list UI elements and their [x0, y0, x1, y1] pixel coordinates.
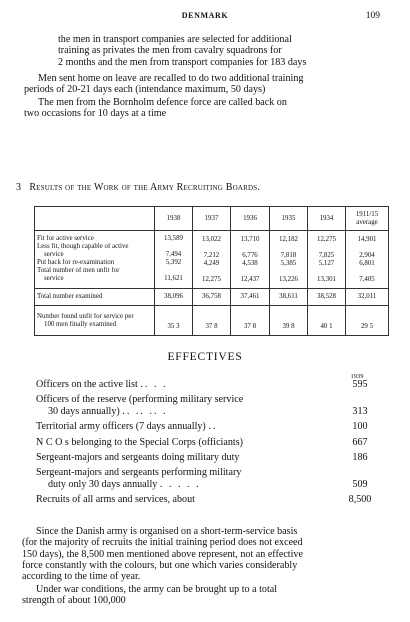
cell-value: 13,022 — [202, 235, 221, 243]
text-line: strength of about 100,000 — [22, 595, 126, 607]
cell-value: 6,801 — [359, 259, 375, 267]
column-header: 1936 — [231, 207, 270, 231]
cell-value: 37 8 — [193, 306, 231, 336]
row-labels — [35, 231, 155, 289]
cell-value: 39 8 — [270, 306, 308, 336]
row-label: Number found unfit for service per — [37, 312, 134, 320]
table-cell — [193, 231, 231, 289]
leader-dots: . . . . . — [159, 478, 201, 490]
table-cell — [346, 231, 389, 289]
item-label: Sergeant-majors and sergeants doing military duty — [36, 452, 240, 464]
leader-dots: .. . . — [140, 379, 168, 390]
cell-value: 11,621 — [164, 275, 183, 282]
cell-value: 32,011 — [346, 289, 389, 306]
cell-value: 7,405 — [359, 275, 375, 283]
text-line: Men sent home on leave are recalled to do two additional training — [38, 73, 304, 84]
cell-value: 40 1 — [308, 306, 346, 336]
item-label: Officers of the reserve (performing military service — [36, 394, 244, 406]
leader-dots: .. — [208, 421, 218, 433]
list-item — [36, 467, 384, 490]
cell-value: 4,249 — [203, 259, 220, 267]
item-value: 595 — [352, 379, 368, 390]
list-item — [36, 452, 384, 463]
item-value: 509 — [352, 478, 368, 490]
row-label: Put back for re-examination — [37, 259, 115, 266]
item-label: Sergeant-majors and sergeants performing military — [36, 467, 242, 479]
item-value: 313 — [352, 405, 368, 417]
section-number: 3 — [16, 182, 22, 193]
cell-value — [157, 243, 190, 251]
cell-value: 12,275 — [317, 235, 336, 243]
table-row-total — [35, 289, 389, 306]
row-label: Total number examined — [35, 289, 155, 306]
text-line: training as privates the men from cavalry squadrons for — [58, 45, 282, 57]
cell-value — [348, 268, 386, 276]
cell-value — [348, 244, 386, 252]
effectives-heading: EFFECTIVES — [167, 351, 243, 363]
table-row — [35, 231, 389, 289]
cell-value: 5,392 — [165, 259, 182, 266]
item-label: Territorial army officers (7 days annually) — [36, 421, 206, 433]
cell-value: 7,825 — [318, 251, 335, 259]
item-value: 100 — [352, 421, 368, 433]
cell-value: 38,528 — [308, 289, 346, 306]
row-label: Less fit, though capable of active — [37, 243, 129, 250]
cell-value: 6,776 — [242, 251, 258, 259]
item-value: 8,500 — [348, 494, 372, 506]
row-label: Total number of men unfit for — [37, 267, 120, 274]
cell-value: 12,275 — [202, 275, 221, 283]
item-label: N C O s belonging to the Special Corps (officiants) — [36, 436, 243, 448]
cell-value — [310, 268, 343, 276]
table-cell — [155, 231, 193, 289]
text-line: Since the Danish army is organised on a short-term-service basis — [36, 526, 298, 537]
item-label: Recruits of all arms and services, about — [36, 494, 195, 506]
column-header: 1935 — [270, 207, 308, 231]
cell-value: 4,538 — [242, 259, 258, 267]
cell-value: 29 5 — [346, 306, 389, 336]
cell-value — [233, 244, 267, 252]
table-header-row — [35, 207, 389, 231]
table-cell — [231, 231, 270, 289]
table-row-unfit-per-100 — [35, 306, 389, 336]
paragraph-war-strength — [22, 584, 394, 607]
running-title: DENMARK — [181, 11, 229, 20]
list-item — [36, 437, 384, 448]
table-cell — [308, 231, 346, 289]
item-label: 30 days annually) — [48, 405, 120, 417]
text-line: force constantly with the colours, but one which varies considerably — [22, 559, 298, 571]
item-label: Officers on the active list — [36, 379, 138, 390]
page-header — [0, 11, 410, 23]
column-header: 1934 — [308, 207, 346, 231]
item-label: duty only 30 days annually — [48, 478, 158, 490]
cell-value: 36,758 — [193, 289, 231, 306]
column-header: 1938 — [155, 207, 193, 231]
text-line: periods of 20-21 days each (intendance maximum, 50 days) — [24, 84, 266, 96]
column-header: 1937 — [193, 207, 231, 231]
recruiting-results-table — [34, 206, 389, 336]
cell-value: 14,901 — [357, 235, 377, 243]
cell-value — [195, 244, 228, 252]
cell-value: 7,494 — [165, 251, 182, 258]
cell-value: 13,226 — [279, 275, 298, 283]
text-line: 150 days), the 8,500 men mentioned above represent, not an effective — [22, 548, 303, 560]
cell-value: 38,611 — [270, 289, 308, 306]
effectives-list — [36, 379, 384, 506]
cell-value: 2,904 — [359, 251, 375, 259]
column-header: 1911/15 average — [346, 207, 389, 231]
table-header-blank — [35, 207, 155, 231]
item-value: 186 — [352, 452, 368, 464]
text-line: The men from the Bornholm defence force are called back on — [38, 97, 287, 108]
list-item — [36, 379, 384, 390]
section-heading — [16, 182, 396, 193]
row-label: service — [44, 251, 64, 258]
cell-value: 13,589 — [164, 235, 183, 242]
cell-value — [272, 268, 305, 276]
text-line: 2 months and the men from transport companies for 183 days — [58, 56, 307, 68]
text-line: the men in transport companies are selected for additional — [58, 34, 292, 45]
list-item — [36, 421, 384, 432]
row-label: 100 men finally examined — [44, 320, 117, 328]
cell-value: 5,127 — [318, 259, 335, 267]
text-line: according to the time of year. — [22, 571, 141, 583]
cell-value: 13,710 — [240, 235, 260, 243]
leader-dots: .. .. .. . — [122, 405, 168, 417]
text-line: (for the majority of recruits the initial training period does not exceed — [22, 537, 303, 549]
cell-value: 7,818 — [280, 251, 297, 259]
section-title: Results of the Work of the Army Recruiting Boards. — [29, 182, 261, 193]
item-value: 667 — [352, 436, 368, 448]
cell-value: 37,461 — [231, 289, 270, 306]
page-number: 109 — [365, 11, 380, 21]
row-label: service — [44, 275, 64, 282]
paragraph-bornholm — [24, 97, 394, 120]
table-cell — [270, 231, 308, 289]
text-line: two occasions for 10 days at a time — [24, 108, 167, 120]
cell-value: 12,182 — [279, 235, 298, 243]
effectives-year: 1939 — [350, 373, 364, 380]
cell-value — [233, 268, 267, 276]
paragraph-leave — [24, 73, 394, 96]
paragraph-short-term — [22, 526, 394, 582]
list-item — [36, 394, 384, 417]
cell-value: 12,437 — [240, 275, 260, 283]
cell-value — [195, 268, 228, 276]
row-labels — [35, 306, 155, 336]
cell-value: 37 8 — [231, 306, 270, 336]
list-item — [36, 494, 384, 505]
cell-value: 5,385 — [280, 259, 297, 267]
paragraph-continuation — [58, 34, 398, 68]
cell-value: 38,096 — [155, 289, 193, 306]
cell-value — [310, 244, 343, 252]
cell-value — [157, 267, 190, 275]
cell-value — [272, 244, 305, 252]
text-line: Under war conditions, the army can be brought up to a total — [36, 584, 278, 595]
cell-value: 7,212 — [203, 251, 220, 259]
cell-value: 13,301 — [317, 275, 336, 283]
cell-value: 35 3 — [155, 306, 193, 336]
row-label: Fit for active service — [37, 235, 94, 242]
